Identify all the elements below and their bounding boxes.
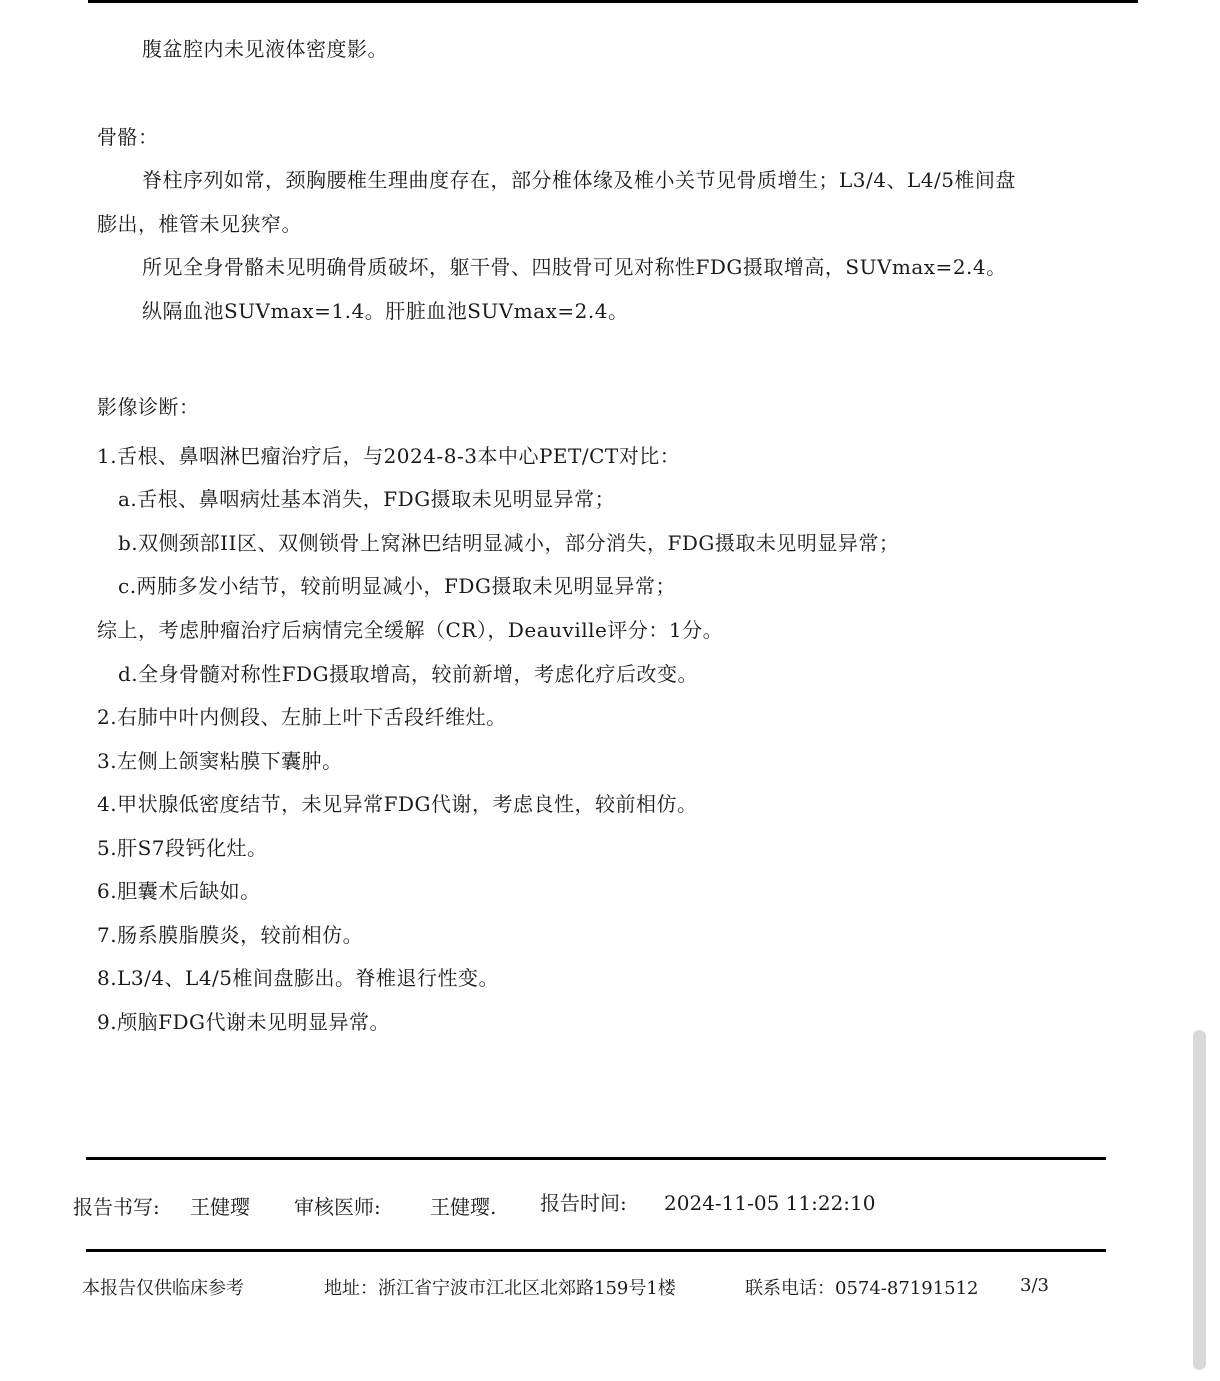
diagnosis-item: 1.舌根、鼻咽淋巴瘤治疗后，与2024-8-3本中心PET/CT对比：	[97, 444, 681, 468]
footer-rule	[86, 1249, 1106, 1252]
diagnosis-item: 9.颅脑FDG代谢未见明显异常。	[97, 1010, 390, 1034]
page-number: 3/3	[1020, 1275, 1049, 1296]
hospital-address: 地址：浙江省宁波市江北区北郊路159号1楼	[324, 1278, 676, 1299]
diagnosis-heading: 影像诊断：	[97, 395, 200, 419]
report-time-label: 报告时间:	[540, 1191, 627, 1215]
diagnosis-item: 6.胆囊术后缺如。	[97, 879, 261, 903]
diagnosis-item: a.舌根、鼻咽病灶基本消失，FDG摄取未见明显异常；	[118, 487, 616, 511]
diagnosis-item: 4.甲状腺低密度结节，未见异常FDG代谢，考虑良性，较前相仿。	[97, 792, 698, 816]
bone-paragraph-3: 纵隔血池SUVmax=1.4。肝脏血池SUVmax=2.4。	[142, 299, 629, 323]
writer-label: 报告书写:	[73, 1195, 160, 1219]
signature-top-rule	[86, 1157, 1106, 1160]
abdomen-line: 腹盆腔内未见液体密度影。	[142, 37, 388, 61]
diagnosis-item: d.全身骨髓对称性FDG摄取增高，较前新增，考虑化疗后改变。	[118, 662, 699, 686]
writer-name: 王健璎	[190, 1195, 250, 1219]
bone-heading: 骨骼：	[97, 125, 159, 149]
bone-paragraph-1-line-1: 脊柱序列如常，颈胸腰椎生理曲度存在，部分椎体缘及椎小关节见骨质增生；L3/4、L4/5椎间盘	[142, 168, 1016, 192]
reviewer-label: 审核医师:	[294, 1195, 381, 1219]
diagnosis-item: b.双侧颈部II区、双侧锁骨上窝淋巴结明显减小，部分消失，FDG摄取未见明显异常；	[118, 531, 900, 555]
reviewer-name: 王健璎.	[430, 1195, 497, 1219]
diagnosis-item: c.两肺多发小结节，较前明显减小，FDG摄取未见明显异常；	[118, 574, 676, 598]
bone-paragraph-2: 所见全身骨骼未见明确骨质破坏，躯干骨、四肢骨可见对称性FDG摄取增高，SUVmax=2.4。	[142, 255, 1007, 279]
diagnosis-item: 7.肠系膜脂膜炎，较前相仿。	[97, 923, 364, 947]
diagnosis-item: 5.肝S7段钙化灶。	[97, 836, 268, 860]
top-rule	[88, 0, 1138, 3]
diagnosis-item: 3.左侧上颌窦粘膜下囊肿。	[97, 749, 343, 773]
bone-paragraph-1-line-2: 膨出，椎管未见狭窄。	[97, 212, 302, 236]
contact-phone: 联系电话：0574-87191512	[745, 1278, 979, 1299]
diagnosis-item: 综上，考虑肿瘤治疗后病情完全缓解（CR），Deauville评分：1分。	[97, 618, 724, 642]
vertical-scrollbar[interactable]	[1193, 1030, 1206, 1370]
diagnosis-item: 2.右肺中叶内侧段、左肺上叶下舌段纤维灶。	[97, 705, 507, 729]
diagnosis-item: 8.L3/4、L4/5椎间盘膨出。脊椎退行性变。	[97, 966, 500, 990]
report-time-value: 2024-11-05 11:22:10	[664, 1191, 876, 1215]
disclaimer: 本报告仅供临床参考	[82, 1278, 244, 1299]
